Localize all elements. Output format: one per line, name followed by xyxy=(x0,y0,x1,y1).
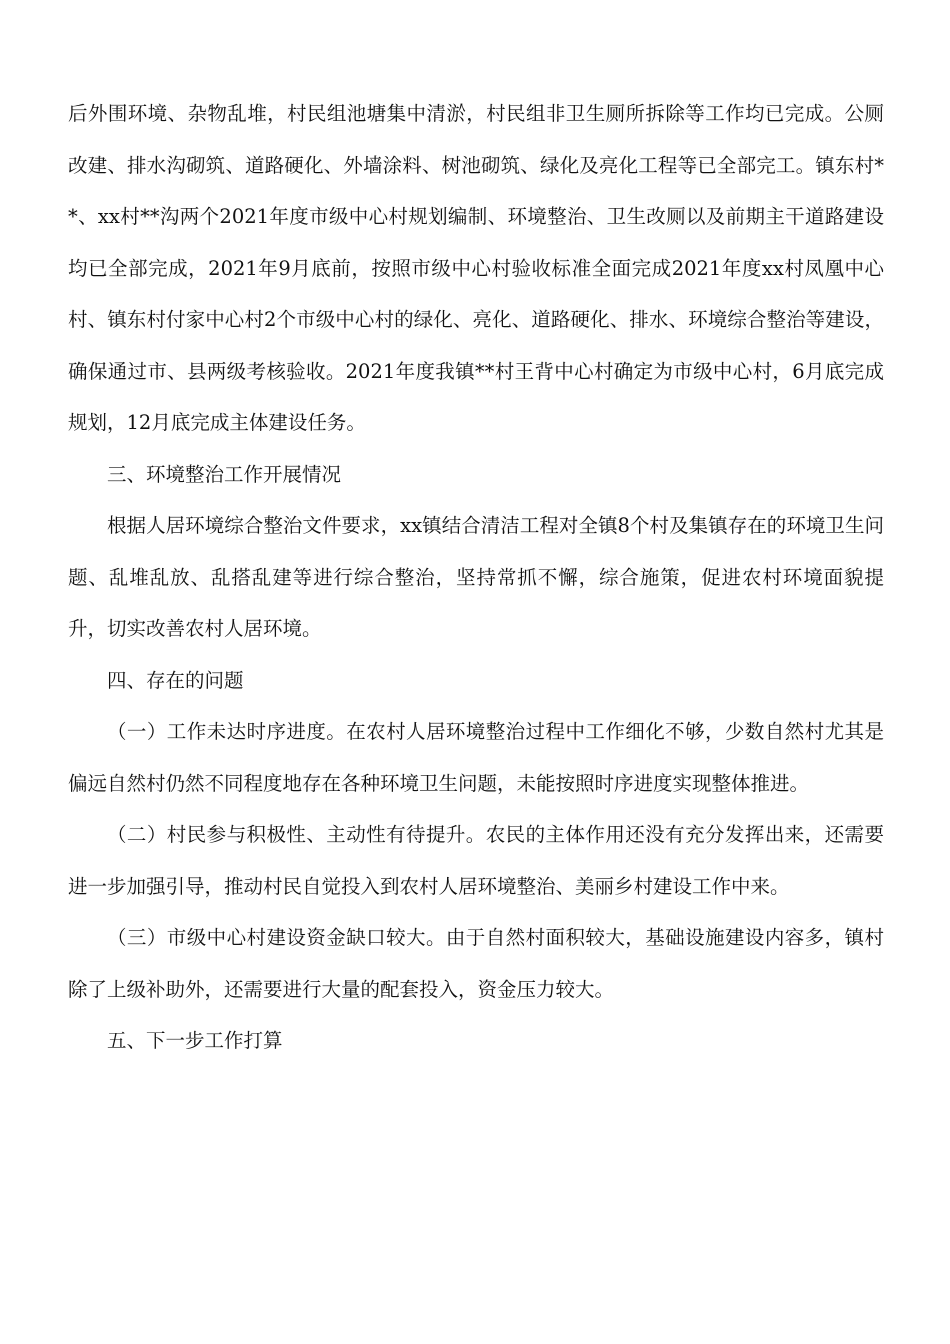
section-heading-existing-problems: 四、存在的问题 xyxy=(107,668,244,692)
section-heading-environment-work: 三、环境整治工作开展情况 xyxy=(107,462,342,486)
paragraph-problem-1: （一）工作未达时序进度。在农村人居环境整治过程中工作细化不够，少数自然村尤其是偏远自然村仍然不同程度地存在各种环境卫生问题，未能按照时序进度实现整体推进。 xyxy=(68,720,884,795)
paragraph-environment-work: 根据人居环境综合整治文件要求，xx镇结合清洁工程对全镇8个村及集镇存在的环境卫生问题、乱堆乱放、乱搭乱建等进行综合整治，坚持常抓不懈，综合施策，促进农村环境面貌提升，切实改善农村人居环境。 xyxy=(68,514,884,640)
paragraph-problem-2: （二）村民参与积极性、主动性有待提升。农民的主体作用还没有充分发挥出来，还需要进一步加强引导，推动村民自觉投入到农村人居环境整治、美丽乡村建设工作中来。 xyxy=(68,823,884,898)
section-heading-next-steps: 五、下一步工作打算 xyxy=(107,1029,283,1052)
document-body xyxy=(68,88,884,1067)
paragraph-progress-summary: 后外围环境、杂物乱堆，村民组池塘集中清淤，村民组非卫生厕所拆除等工作均已完成。公厕改建、排水沟砌筑、道路硬化、外墙涂料、树池砌筑、绿化及亮化工程等已全部完工。镇东村**、xx村**沟两个2021年度市级中心村规划编制、环境整治、卫生改厕以及前期主干道路建设均已全部完成，2021年9月底前，按照市级中心村验收标准全面完成2021年度xx村凤凰中心村、镇东村付家中心村2个市级中心村的绿化、亮化、道路硬化、排水、环境综合整治等建设，确保通过市、县两级考核验收。2021年度我镇**村王背中心村确定为市级中心村，6月底完成规划，12月底完成主体建设任务。 xyxy=(68,102,884,434)
paragraph-problem-3: （三）市级中心村建设资金缺口较大。由于自然村面积较大，基础设施建设内容多，镇村除了上级补助外，还需要进行大量的配套投入，资金压力较大。 xyxy=(68,926,884,1001)
